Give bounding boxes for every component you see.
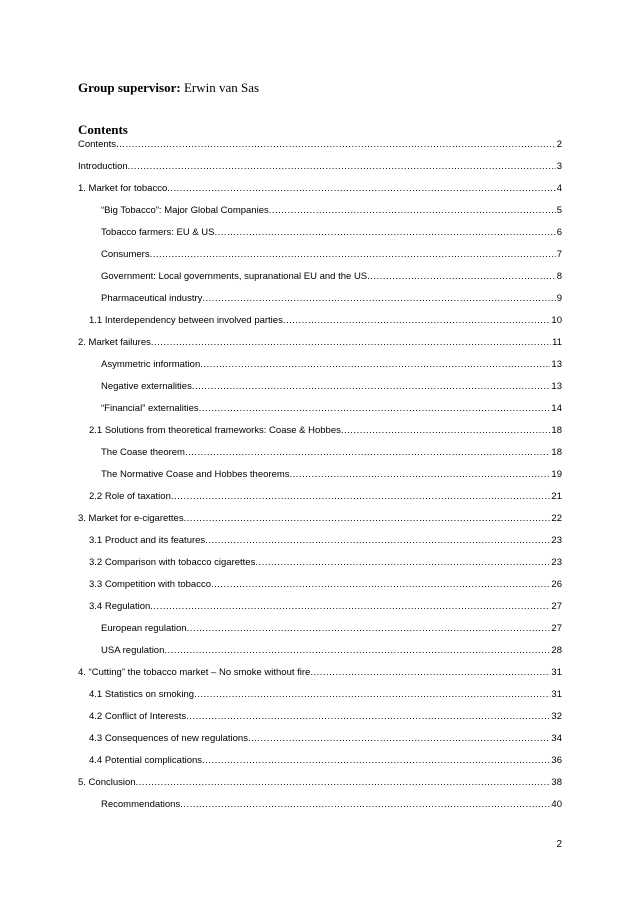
toc-entry[interactable] bbox=[101, 622, 562, 636]
toc-dot-leader bbox=[341, 424, 551, 438]
toc-entry-page: 11 bbox=[552, 337, 562, 348]
toc-entry-title: Asymmetric information bbox=[101, 359, 201, 370]
toc-dot-leader bbox=[367, 270, 556, 284]
toc-entry[interactable] bbox=[89, 556, 562, 570]
toc-entry-title: The Normative Coase and Hobbes theorems bbox=[101, 469, 290, 480]
toc-dot-leader bbox=[248, 732, 550, 746]
toc-entry-title: 2. Market failures bbox=[78, 337, 151, 348]
toc-dot-leader bbox=[185, 446, 550, 460]
toc-entry-title: Introduction bbox=[78, 161, 128, 172]
toc-dot-leader bbox=[310, 666, 550, 680]
toc-entry[interactable] bbox=[78, 160, 562, 174]
toc-entry-page: 21 bbox=[551, 491, 562, 502]
toc-entry-page: 13 bbox=[551, 381, 562, 392]
toc-dot-leader bbox=[211, 578, 550, 592]
toc-entry[interactable] bbox=[101, 248, 562, 262]
toc-entry[interactable] bbox=[78, 776, 562, 790]
toc-dot-leader bbox=[151, 336, 551, 350]
toc-entry-title: Negative externalities bbox=[101, 381, 192, 392]
toc-entry[interactable] bbox=[89, 710, 562, 724]
toc-entry-page: 7 bbox=[556, 249, 562, 260]
toc-dot-leader bbox=[150, 600, 550, 614]
toc-entry[interactable] bbox=[101, 468, 562, 482]
toc-dot-leader bbox=[192, 380, 551, 394]
toc-entry[interactable] bbox=[101, 798, 562, 812]
toc-dot-leader bbox=[150, 248, 556, 262]
supervisor-name: Erwin van Sas bbox=[180, 80, 260, 95]
toc-entry-page: 22 bbox=[551, 513, 562, 524]
toc-dot-leader bbox=[215, 226, 556, 240]
toc-dot-leader bbox=[202, 292, 555, 306]
toc-entry-title: 4.3 Consequences of new regulations bbox=[89, 733, 248, 744]
toc-entry[interactable] bbox=[78, 138, 562, 152]
toc-dot-leader bbox=[290, 468, 551, 482]
toc-entry-title: Contents bbox=[78, 139, 117, 150]
toc-dot-leader bbox=[164, 644, 550, 658]
toc-entry[interactable] bbox=[89, 534, 562, 548]
toc-entry[interactable] bbox=[101, 204, 562, 218]
toc-dot-leader bbox=[116, 138, 556, 152]
toc-entry-page: 32 bbox=[551, 711, 562, 722]
toc-entry[interactable] bbox=[89, 754, 562, 768]
toc-entry-page: 34 bbox=[551, 733, 562, 744]
toc-entry-page: 26 bbox=[551, 579, 562, 590]
toc-entry-page: 14 bbox=[551, 403, 562, 414]
toc-entry-page: 27 bbox=[551, 623, 562, 634]
toc-dot-leader bbox=[255, 556, 550, 570]
toc-entry-page: 36 bbox=[551, 755, 562, 766]
toc-entry-title: USA regulation bbox=[101, 645, 165, 656]
toc-entry-title: 4. “Cutting” the tobacco market – No smoke without fire bbox=[78, 667, 311, 678]
toc-entry-page: 40 bbox=[551, 799, 562, 810]
toc-entry-page: 23 bbox=[551, 557, 562, 568]
toc-entry-title: Consumers bbox=[101, 249, 150, 260]
toc-entry-title: “Financial” externalities bbox=[101, 403, 199, 414]
toc-entry[interactable] bbox=[89, 424, 562, 438]
toc-entry-title: 2.2 Role of taxation bbox=[89, 491, 171, 502]
toc-entry-page: 18 bbox=[551, 425, 562, 436]
toc-entry[interactable] bbox=[101, 358, 562, 372]
toc-entry-title: 3.4 Regulation bbox=[89, 601, 151, 612]
toc-entry-title: “Big Tobacco”: Major Global Companies bbox=[101, 205, 269, 216]
toc-entry-title: 4.4 Potential complications bbox=[89, 755, 203, 766]
toc-entry[interactable] bbox=[89, 578, 562, 592]
toc-entry-page: 28 bbox=[551, 645, 562, 656]
toc-entry[interactable] bbox=[78, 512, 562, 526]
toc-dot-leader bbox=[194, 688, 550, 702]
toc-dot-leader bbox=[128, 160, 556, 174]
toc-entry-title: 4.2 Conflict of Interests bbox=[89, 711, 187, 722]
toc-entry[interactable] bbox=[78, 182, 562, 196]
toc-entry[interactable] bbox=[101, 446, 562, 460]
toc-entry[interactable] bbox=[89, 314, 562, 328]
toc-entry-page: 9 bbox=[556, 293, 562, 304]
toc-entry-page: 2 bbox=[556, 139, 562, 150]
toc-entry-page: 31 bbox=[551, 689, 562, 700]
toc-dot-leader bbox=[180, 798, 550, 812]
toc-dot-leader bbox=[269, 204, 556, 218]
toc-dot-leader bbox=[187, 622, 551, 636]
toc-entry-page: 10 bbox=[551, 315, 562, 326]
toc-entry[interactable] bbox=[101, 644, 562, 658]
toc-dot-leader bbox=[171, 490, 551, 504]
toc-entry-title: 3.3 Competition with tobacco bbox=[89, 579, 211, 590]
toc-entry-title: Government: Local governments, supranational EU and the US bbox=[101, 271, 368, 282]
toc-entry[interactable] bbox=[101, 226, 562, 240]
toc-entry-title: Pharmaceutical industry bbox=[101, 293, 203, 304]
toc-entry-page: 31 bbox=[551, 667, 562, 678]
toc-dot-leader bbox=[136, 776, 551, 790]
toc-dot-leader bbox=[200, 358, 550, 372]
toc-dot-leader bbox=[184, 512, 551, 526]
contents-heading: Contents bbox=[78, 122, 128, 137]
toc-entry[interactable] bbox=[101, 292, 562, 306]
toc-entry-title: Recommendations bbox=[101, 799, 181, 810]
toc-dot-leader bbox=[186, 710, 550, 724]
toc-entry-page: 13 bbox=[551, 359, 562, 370]
supervisor-label: Group supervisor: bbox=[78, 80, 181, 95]
toc-entry[interactable] bbox=[89, 688, 562, 702]
toc-entry[interactable] bbox=[101, 270, 562, 284]
toc-entry-page: 5 bbox=[556, 205, 562, 216]
toc-entry-page: 23 bbox=[551, 535, 562, 546]
toc-entry[interactable] bbox=[101, 380, 562, 394]
toc-entry-page: 18 bbox=[551, 447, 562, 458]
toc-dot-leader bbox=[283, 314, 551, 328]
toc-entry-title: 1. Market for tobacco bbox=[78, 183, 168, 194]
toc-entry-title: 3.2 Comparison with tobacco cigarettes bbox=[89, 557, 256, 568]
toc-entry-title: European regulation bbox=[101, 623, 187, 634]
toc-entry[interactable] bbox=[89, 732, 562, 746]
toc-entry-page: 6 bbox=[556, 227, 562, 238]
toc-entry-page: 8 bbox=[556, 271, 562, 282]
toc-entry-title: The Coase theorem bbox=[101, 447, 185, 458]
toc-entry-title: 1.1 Interdependency between involved parties bbox=[89, 315, 283, 326]
toc-entry-title: 5. Conclusion bbox=[78, 777, 136, 788]
toc-dot-leader bbox=[202, 754, 550, 768]
toc-entry-page: 38 bbox=[551, 777, 562, 788]
toc-entry[interactable] bbox=[101, 402, 562, 416]
toc-entry[interactable] bbox=[89, 490, 562, 504]
toc-dot-leader bbox=[205, 534, 550, 548]
page-number: 2 bbox=[556, 839, 562, 850]
toc-entry-title: 4.1 Statistics on smoking bbox=[89, 689, 195, 700]
toc-dot-leader bbox=[199, 402, 551, 416]
toc-entry-page: 27 bbox=[551, 601, 562, 612]
toc-entry-page: 3 bbox=[556, 161, 562, 172]
toc-entry-page: 4 bbox=[556, 183, 562, 194]
toc-entry-title: 2.1 Solutions from theoretical frameworks: Coase & Hobbes bbox=[89, 425, 341, 436]
toc-entry-title: 3. Market for e-cigarettes bbox=[78, 513, 184, 524]
toc-entry[interactable] bbox=[89, 600, 562, 614]
toc-entry-title: 3.1 Product and its features bbox=[89, 535, 206, 546]
toc-entry-page: 19 bbox=[551, 469, 562, 480]
toc-dot-leader bbox=[167, 182, 555, 196]
toc-entry-title: Tobacco farmers: EU & US bbox=[101, 227, 215, 238]
toc-entry[interactable] bbox=[78, 666, 562, 680]
toc-entry[interactable] bbox=[78, 336, 562, 350]
